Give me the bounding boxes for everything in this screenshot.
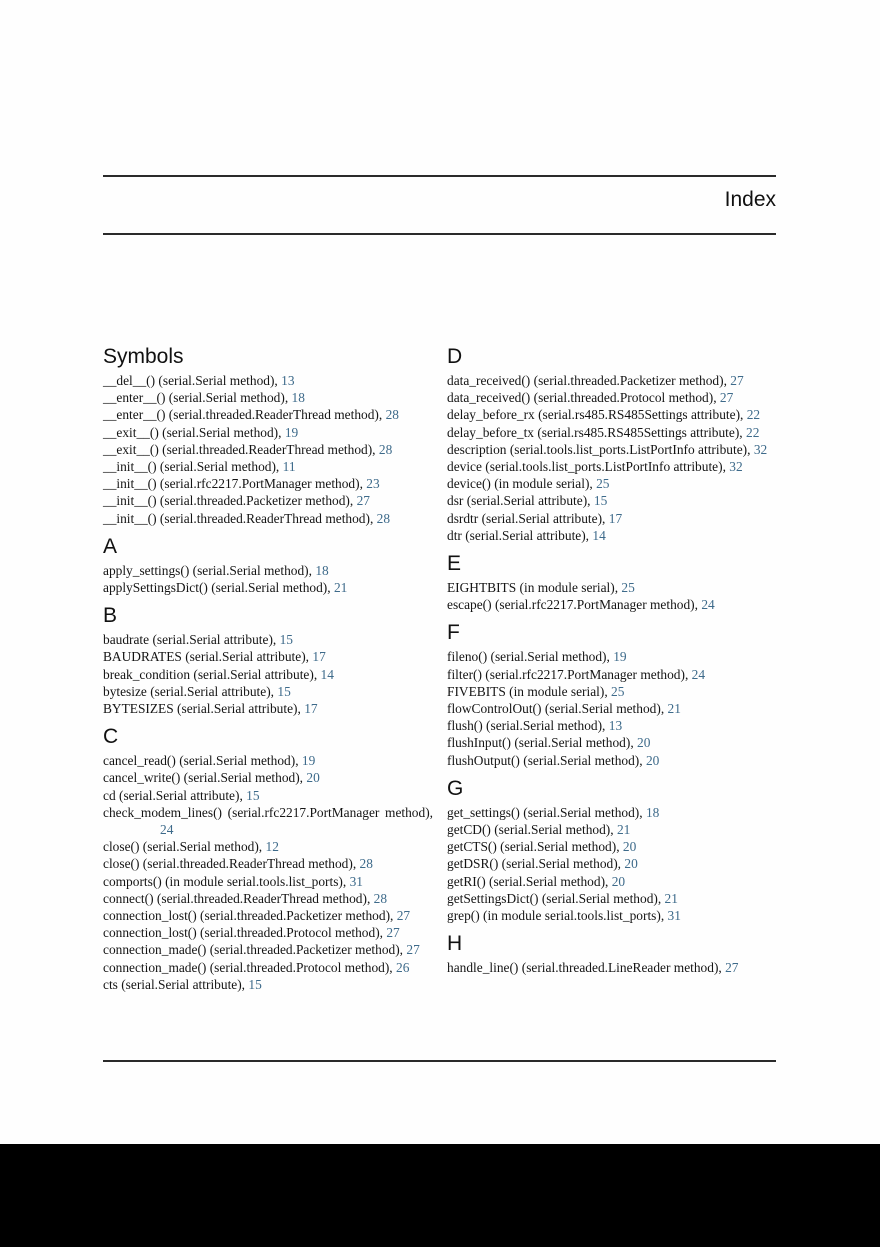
page-link[interactable]: 18 bbox=[645, 804, 660, 820]
page-link[interactable]: 15 bbox=[279, 632, 293, 648]
index-term: check_modem_lines() (serial.rfc2217.PortManager method), bbox=[103, 804, 433, 820]
index-term: baudrate (serial.Serial attribute), bbox=[103, 632, 280, 648]
index-term: apply_settings() (serial.Serial method), bbox=[103, 562, 316, 578]
index-section bbox=[447, 931, 777, 976]
index-entry bbox=[103, 787, 433, 804]
index-entry bbox=[103, 838, 433, 855]
index-term: connection_made() (serial.threaded.Packetizer method), bbox=[103, 942, 407, 958]
index-entry bbox=[103, 458, 433, 475]
index-entry bbox=[447, 959, 777, 976]
index-term: flushInput() (serial.Serial method), bbox=[447, 735, 638, 751]
index-term: filter() (serial.rfc2217.PortManager method), bbox=[447, 666, 692, 682]
page-link[interactable]: 31 bbox=[349, 873, 363, 889]
index-term: escape() (serial.rfc2217.PortManager method), bbox=[447, 597, 702, 613]
page-link[interactable]: 13 bbox=[281, 373, 295, 388]
page-link[interactable]: 17 bbox=[312, 649, 326, 665]
page-link[interactable]: 23 bbox=[366, 476, 380, 492]
index-term: __exit__() (serial.Serial method), bbox=[103, 424, 285, 440]
index-entry bbox=[447, 475, 777, 492]
page-link[interactable]: 19 bbox=[284, 424, 299, 440]
index-term: description (serial.tools.list_ports.ListPortInfo attribute), bbox=[447, 441, 754, 457]
index-term: bytesize (serial.Serial attribute), bbox=[103, 683, 278, 699]
section-heading: G bbox=[447, 776, 464, 800]
index-term: flowControlOut() (serial.Serial method), bbox=[447, 701, 668, 717]
index-term: cd (serial.Serial attribute), bbox=[103, 787, 247, 803]
index-term: dsr (serial.Serial attribute), bbox=[447, 493, 594, 509]
index-entry bbox=[103, 769, 433, 786]
page-link[interactable]: 27 bbox=[396, 908, 411, 924]
index-entry bbox=[447, 424, 777, 441]
index-entry bbox=[103, 873, 433, 890]
page-link[interactable]: 15 bbox=[593, 493, 608, 509]
page-link[interactable]: 32 bbox=[729, 459, 743, 475]
footer-rule bbox=[103, 1060, 776, 1062]
index-entry bbox=[447, 648, 777, 665]
page-link[interactable]: 31 bbox=[667, 908, 681, 924]
index-entry bbox=[103, 890, 433, 907]
page-link[interactable]: 15 bbox=[246, 787, 260, 803]
page-link[interactable]: 27 bbox=[356, 493, 370, 509]
index-entry bbox=[447, 527, 777, 544]
index-term: EIGHTBITS (in module serial), bbox=[447, 580, 622, 596]
section-heading: H bbox=[447, 932, 463, 956]
index-term: connection_lost() (serial.threaded.Protocol method), bbox=[103, 925, 387, 941]
index-entry bbox=[103, 631, 433, 648]
index-term: getCTS() (serial.Serial method), bbox=[447, 839, 623, 855]
index-term: __init__() (serial.threaded.ReaderThread method), bbox=[103, 510, 377, 526]
index-entry bbox=[103, 752, 433, 769]
page-link[interactable]: 25 bbox=[596, 476, 610, 492]
index-entry bbox=[447, 804, 777, 821]
index-entry bbox=[103, 941, 433, 958]
page-link[interactable]: 32 bbox=[753, 441, 768, 457]
page-link[interactable]: 18 bbox=[315, 562, 329, 578]
page-link[interactable]: 24 bbox=[160, 822, 174, 838]
page-link[interactable]: 28 bbox=[359, 856, 373, 872]
index-entry bbox=[103, 700, 433, 717]
index-column-right bbox=[447, 344, 777, 983]
page-link[interactable]: 18 bbox=[291, 390, 305, 406]
page-link[interactable]: 20 bbox=[637, 735, 651, 751]
index-entry bbox=[103, 804, 433, 838]
section-heading: F bbox=[447, 621, 460, 645]
index-entry bbox=[447, 579, 777, 596]
index-term: getDSR() (serial.Serial method), bbox=[447, 856, 625, 872]
index-entry bbox=[447, 596, 777, 613]
index-term: get_settings() (serial.Serial method), bbox=[447, 804, 646, 820]
index-entry bbox=[447, 752, 777, 769]
index-term: getSettingsDict() (serial.Serial method), bbox=[447, 890, 665, 906]
index-entry bbox=[103, 562, 433, 579]
index-entry bbox=[103, 855, 433, 872]
page-link[interactable]: 27 bbox=[725, 960, 739, 976]
index-term: device (serial.tools.list_ports.ListPortInfo attribute), bbox=[447, 459, 730, 475]
index-entry bbox=[447, 389, 777, 406]
index-section bbox=[103, 603, 433, 717]
index-entry bbox=[447, 734, 777, 751]
page-link[interactable]: 14 bbox=[592, 527, 606, 543]
index-entry bbox=[447, 838, 777, 855]
index-section bbox=[103, 724, 433, 993]
index-section bbox=[447, 551, 777, 613]
page-link[interactable]: 28 bbox=[373, 890, 388, 906]
index-term: close() (serial.Serial method), bbox=[103, 839, 266, 855]
index-section bbox=[447, 620, 777, 768]
index-term: comports() (in module serial.tools.list_ports), bbox=[103, 873, 350, 889]
index-term: data_received() (serial.threaded.Packetizer method), bbox=[447, 373, 731, 388]
index-term: __enter__() (serial.Serial method), bbox=[103, 390, 292, 406]
index-section bbox=[103, 344, 433, 527]
page-link[interactable]: 17 bbox=[608, 510, 623, 526]
index-entry bbox=[447, 717, 777, 734]
index-entry bbox=[447, 666, 777, 683]
index-entry bbox=[103, 683, 433, 700]
section-heading: D bbox=[447, 345, 463, 368]
page-link[interactable]: 28 bbox=[376, 510, 391, 526]
section-heading: Symbols bbox=[103, 345, 184, 368]
index-term: __init__() (serial.Serial method), bbox=[103, 459, 283, 475]
index-term: applySettingsDict() (serial.Serial method), bbox=[103, 580, 334, 596]
index-entry bbox=[103, 924, 433, 941]
page-link[interactable]: 28 bbox=[378, 441, 393, 457]
index-entry bbox=[103, 372, 433, 389]
index-entry bbox=[103, 441, 433, 458]
index-entry bbox=[103, 492, 433, 509]
page-link[interactable]: 20 bbox=[645, 752, 660, 768]
index-term: grep() (in module serial.tools.list_ports), bbox=[447, 908, 668, 924]
index-entry bbox=[103, 959, 433, 976]
index-term: flushOutput() (serial.Serial method), bbox=[447, 752, 646, 768]
index-term: connect() (serial.threaded.ReaderThread method), bbox=[103, 890, 374, 906]
page-link[interactable]: 20 bbox=[622, 839, 637, 855]
page-link[interactable]: 25 bbox=[611, 683, 625, 699]
index-term: __exit__() (serial.threaded.ReaderThread method), bbox=[103, 441, 379, 457]
header-rule-top bbox=[103, 175, 776, 177]
page-link[interactable]: 27 bbox=[730, 373, 744, 388]
index-entry bbox=[103, 648, 433, 665]
page-link[interactable]: 12 bbox=[265, 839, 279, 855]
index-entry bbox=[103, 475, 433, 492]
index-entry bbox=[447, 406, 777, 423]
index-entry bbox=[447, 855, 777, 872]
index-term: fileno() (serial.Serial method), bbox=[447, 649, 614, 665]
page-link[interactable]: 22 bbox=[746, 407, 761, 423]
page-link[interactable]: 27 bbox=[386, 925, 400, 941]
index-entry bbox=[103, 406, 433, 423]
page-link[interactable]: 19 bbox=[301, 753, 316, 769]
index-entry bbox=[447, 683, 777, 700]
index-term: FIVEBITS (in module serial), bbox=[447, 683, 612, 699]
index-entry bbox=[103, 666, 433, 683]
index-entry bbox=[447, 907, 777, 924]
page-link[interactable]: 25 bbox=[621, 580, 635, 596]
index-entry bbox=[103, 907, 433, 924]
index-entry bbox=[447, 821, 777, 838]
index-term: BYTESIZES (serial.Serial attribute), bbox=[103, 701, 305, 717]
page-link[interactable]: 28 bbox=[385, 407, 399, 423]
section-heading: C bbox=[103, 725, 119, 749]
page-link[interactable]: 15 bbox=[277, 683, 291, 699]
page-title: Index bbox=[724, 188, 776, 211]
index-entry bbox=[447, 873, 777, 890]
index-entry bbox=[447, 458, 777, 475]
page-link[interactable]: 21 bbox=[616, 822, 631, 838]
index-term: dsrdtr (serial.Serial attribute), bbox=[447, 510, 609, 526]
page-link[interactable]: 15 bbox=[248, 976, 262, 992]
index-term: delay_before_tx (serial.rs485.RS485Settings attribute), bbox=[447, 424, 746, 440]
page-link[interactable]: 24 bbox=[701, 597, 715, 613]
index-term: dtr (serial.Serial attribute), bbox=[447, 527, 593, 543]
index-term: connection_made() (serial.threaded.Protocol method), bbox=[103, 959, 396, 975]
page-link[interactable]: 21 bbox=[667, 701, 681, 717]
index-term: getCD() (serial.Serial method), bbox=[447, 822, 617, 838]
page-link[interactable]: 21 bbox=[333, 580, 348, 596]
index-term: break_condition (serial.Serial attribute), bbox=[103, 666, 321, 682]
index-entry bbox=[103, 510, 433, 527]
index-entry bbox=[447, 372, 777, 389]
index-term: __init__() (serial.threaded.Packetizer method), bbox=[103, 493, 357, 509]
index-entry bbox=[447, 510, 777, 527]
index-section bbox=[103, 534, 433, 596]
page-link[interactable]: 22 bbox=[746, 424, 760, 440]
page-link[interactable]: 20 bbox=[624, 856, 638, 872]
index-term: __init__() (serial.rfc2217.PortManager method), bbox=[103, 476, 367, 492]
index-entry bbox=[103, 424, 433, 441]
page-link[interactable]: 20 bbox=[611, 873, 626, 889]
section-heading: A bbox=[103, 534, 118, 558]
index-entry bbox=[103, 976, 433, 993]
index-entry bbox=[447, 441, 777, 458]
index-term: data_received() (serial.threaded.Protocol method), bbox=[447, 390, 720, 406]
index-entry bbox=[103, 579, 433, 596]
header-rule-bottom bbox=[103, 233, 776, 235]
page-link[interactable]: 21 bbox=[664, 890, 678, 906]
page-link[interactable]: 19 bbox=[613, 649, 627, 665]
page-link[interactable]: 26 bbox=[396, 959, 410, 975]
page-link[interactable]: 27 bbox=[406, 942, 420, 958]
index-term: __enter__() (serial.threaded.ReaderThread method), bbox=[103, 407, 386, 423]
index-section bbox=[447, 776, 777, 924]
page-link[interactable]: 24 bbox=[691, 666, 706, 682]
index-term: connection_lost() (serial.threaded.Packetizer method), bbox=[103, 908, 397, 924]
index-section bbox=[447, 344, 777, 544]
index-term: BAUDRATES (serial.Serial attribute), bbox=[103, 649, 313, 665]
index-entry bbox=[447, 890, 777, 907]
index-term: device() (in module serial), bbox=[447, 476, 597, 492]
index-term: __del__() (serial.Serial method), bbox=[103, 373, 282, 388]
index-entry bbox=[447, 700, 777, 717]
page-link[interactable]: 11 bbox=[282, 459, 296, 475]
index-term: handle_line() (serial.threaded.LineReader method), bbox=[447, 960, 726, 976]
page-link[interactable]: 17 bbox=[304, 701, 318, 717]
index-term: cancel_write() (serial.Serial method), bbox=[103, 770, 307, 786]
section-heading: E bbox=[447, 552, 462, 576]
index-entry bbox=[103, 389, 433, 406]
page-link[interactable]: 13 bbox=[608, 718, 623, 734]
page-link[interactable]: 14 bbox=[320, 666, 334, 682]
index-term: getRI() (serial.Serial method), bbox=[447, 873, 612, 889]
index-entry bbox=[447, 492, 777, 509]
page-link[interactable]: 20 bbox=[306, 770, 320, 786]
index-term: delay_before_rx (serial.rs485.RS485Settings attribute), bbox=[447, 407, 747, 423]
section-heading: B bbox=[103, 604, 118, 628]
index-term: flush() (serial.Serial method), bbox=[447, 718, 609, 734]
index-term: cts (serial.Serial attribute), bbox=[103, 976, 249, 992]
index-term: close() (serial.threaded.ReaderThread method), bbox=[103, 856, 360, 872]
index-term: cancel_read() (serial.Serial method), bbox=[103, 753, 302, 769]
page-link[interactable]: 27 bbox=[719, 390, 734, 406]
index-column-left bbox=[103, 344, 433, 1000]
